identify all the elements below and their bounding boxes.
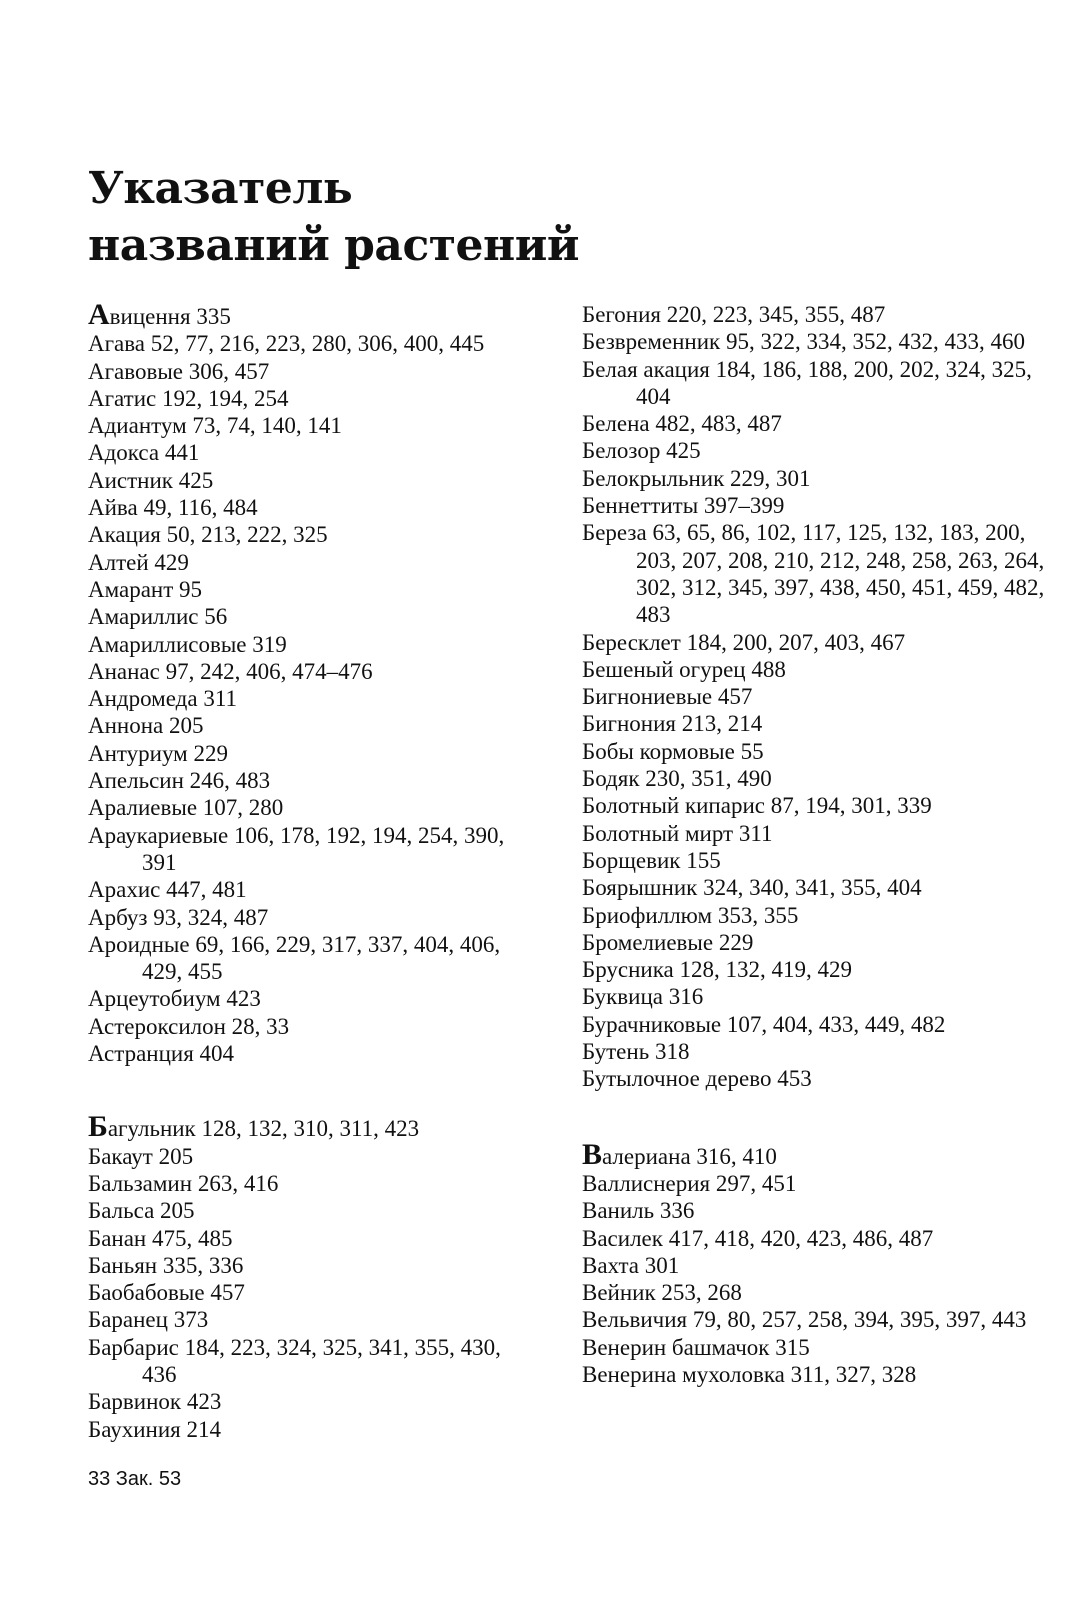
index-entry xyxy=(88,1416,508,1443)
index-entry xyxy=(88,330,508,357)
entry-pages: 353, 355 xyxy=(717,902,799,928)
index-entry xyxy=(582,1361,1052,1388)
entry-name: Аннона xyxy=(88,713,164,739)
section-initial: Б xyxy=(88,1110,108,1144)
entry-pages: 106, 178, 192, 194, 254, 390, 391 xyxy=(142,822,505,875)
entry-name: Амарант xyxy=(88,576,174,602)
entry-pages: 488 xyxy=(751,656,786,682)
entry-pages: 155 xyxy=(686,847,721,873)
entry-name: Валлиснерия xyxy=(582,1170,711,1196)
index-entry xyxy=(582,683,1052,710)
entry-name: Араукариевые xyxy=(88,822,229,848)
entry-pages: 324, 340, 341, 355, 404 xyxy=(703,875,922,901)
index-entry xyxy=(88,1225,508,1252)
index-entry xyxy=(582,820,1052,847)
index-entry xyxy=(582,1334,1052,1361)
entry-pages: 107, 280 xyxy=(202,795,284,821)
entry-pages: 311 xyxy=(203,686,237,712)
index-entry xyxy=(88,1013,508,1040)
index-entry xyxy=(582,629,1052,656)
entry-name: Антуриум xyxy=(88,740,188,766)
entry-pages: 205 xyxy=(169,713,204,739)
entry-name: Банан xyxy=(88,1225,147,1251)
index-entry xyxy=(582,301,1052,328)
entry-pages: 52, 77, 216, 223, 280, 306, 400, 445 xyxy=(150,331,485,357)
index-entry xyxy=(88,876,508,903)
entry-pages: 184, 223, 324, 325, 341, 355, 430, 436 xyxy=(142,1334,501,1387)
entry-pages: 318 xyxy=(654,1039,690,1065)
index-entry xyxy=(582,1252,1052,1279)
entry-pages: 297, 451 xyxy=(715,1170,797,1196)
entry-name: Болотный кипарис xyxy=(582,793,765,819)
entry-pages: 429 xyxy=(154,549,189,575)
entry-name: Бальзамин xyxy=(88,1170,193,1196)
index-entry xyxy=(582,1137,1052,1171)
entry-name: Вейник xyxy=(582,1280,656,1306)
index-entry xyxy=(88,1197,508,1224)
index-entry xyxy=(88,1170,508,1197)
entry-pages: 441 xyxy=(164,440,200,466)
section-initial: В xyxy=(582,1137,603,1171)
entry-pages: 316, 410 xyxy=(696,1143,777,1169)
index-entry xyxy=(582,356,1052,411)
index-entry xyxy=(582,1197,1052,1224)
entry-name: Василек xyxy=(582,1225,663,1251)
entry-name: Белозор xyxy=(582,438,661,464)
index-entry xyxy=(88,904,508,931)
index-entry xyxy=(88,576,508,603)
entry-pages: 214 xyxy=(186,1416,222,1442)
page-footer-signature: 33 Зак. 53 xyxy=(88,1468,182,1490)
entry-name: Апельсин xyxy=(88,768,184,794)
entry-pages: 220, 223, 345, 355, 487 xyxy=(666,302,886,327)
entry-name: Барбарис xyxy=(88,1334,179,1360)
entry-pages: 229 xyxy=(193,740,228,766)
index-entry xyxy=(582,656,1052,683)
entry-pages: 475, 485 xyxy=(152,1225,233,1251)
entry-name: Бромелиевые xyxy=(582,929,714,955)
entry-pages: 205 xyxy=(160,1198,195,1224)
entry-name: Венерин башмачок xyxy=(582,1334,770,1360)
index-entry xyxy=(582,1011,1052,1038)
entry-pages: 246, 483 xyxy=(189,768,271,794)
entry-name: Бешеный огурец xyxy=(582,656,746,682)
index-entry xyxy=(88,439,508,466)
entry-name: Баухиния xyxy=(88,1416,181,1442)
entry-pages: 453 xyxy=(777,1066,812,1092)
index-entry xyxy=(88,658,508,685)
entry-name: Бальса xyxy=(88,1198,155,1224)
entry-pages: 128, 132, 419, 429 xyxy=(679,957,853,983)
entry-pages: 73, 74, 140, 141 xyxy=(192,413,342,439)
entry-name: Боярышник xyxy=(582,875,698,901)
entry-name: Баобабовые xyxy=(88,1280,205,1306)
entry-pages: 263, 416 xyxy=(197,1170,279,1196)
entry-name: Арцеутобиум xyxy=(88,986,221,1012)
index-entry xyxy=(88,740,508,767)
index-entry xyxy=(88,767,508,794)
entry-pages: 95, 322, 334, 352, 432, 433, 460 xyxy=(725,329,1025,355)
entry-name: Безвременник xyxy=(582,329,721,355)
entry-pages: 184, 186, 188, 200, 202, 324, 325, 404 xyxy=(636,356,1032,409)
index-entry xyxy=(88,494,508,521)
entry-name: алериана xyxy=(602,1143,691,1169)
entry-pages: 230, 351, 490 xyxy=(645,766,772,792)
entry-pages: 482, 483, 487 xyxy=(655,411,782,437)
index-column-left xyxy=(88,298,508,1443)
entry-name: вицення xyxy=(109,304,191,329)
entry-name: Бегония xyxy=(582,302,661,327)
title-line-2: названий растений xyxy=(88,220,579,271)
entry-pages: 253, 268 xyxy=(661,1280,742,1306)
entry-pages: 311, 327, 328 xyxy=(790,1361,917,1387)
entry-name: Айва xyxy=(88,495,138,521)
entry-name: Бигнониевые xyxy=(582,684,713,710)
entry-name: Брусника xyxy=(582,957,674,983)
entry-name: Бодяк xyxy=(582,766,640,792)
index-entry xyxy=(582,1065,1052,1092)
entry-pages: 336 xyxy=(659,1198,695,1224)
entry-pages: 56 xyxy=(204,604,228,630)
entry-pages: 28, 33 xyxy=(231,1013,290,1039)
entry-pages: 97, 242, 406, 474–476 xyxy=(165,658,373,684)
entry-name: Баньян xyxy=(88,1252,158,1278)
entry-pages: 128, 132, 310, 311, 423 xyxy=(201,1116,420,1142)
entry-pages: 417, 418, 420, 423, 486, 487 xyxy=(668,1225,934,1251)
entry-name: Борщевик xyxy=(582,847,681,873)
entry-name: Бигнония xyxy=(582,711,676,737)
index-entry xyxy=(88,358,508,385)
index-entry xyxy=(88,1040,508,1067)
entry-pages: 319 xyxy=(252,631,287,657)
index-entry xyxy=(582,1038,1052,1065)
entry-pages: 79, 80, 257, 258, 394, 395, 397, 443 xyxy=(692,1307,1027,1333)
entry-pages: 50, 213, 222, 325 xyxy=(166,522,328,548)
entry-name: Астероксилон xyxy=(88,1013,226,1039)
index-entry xyxy=(88,931,508,986)
entry-name: Арбуз xyxy=(88,904,148,930)
entry-name: Амариллисовые xyxy=(88,631,247,657)
entry-pages: 301 xyxy=(644,1252,680,1278)
entry-name: Белокрыльник xyxy=(582,465,725,491)
index-entry xyxy=(582,1279,1052,1306)
entry-pages: 229, 301 xyxy=(730,465,811,491)
index-entry xyxy=(88,794,508,821)
entry-name: Аистник xyxy=(88,467,173,493)
index-entry xyxy=(582,983,1052,1010)
entry-pages: 213, 214 xyxy=(681,711,763,737)
entry-name: агульник xyxy=(107,1116,196,1142)
entry-name: Андромеда xyxy=(88,686,198,712)
index-entry xyxy=(88,412,508,439)
index-entry xyxy=(88,603,508,630)
index-entry xyxy=(582,847,1052,874)
index-entry xyxy=(582,328,1052,355)
index-entry xyxy=(582,1225,1052,1252)
index-entry xyxy=(88,1388,508,1415)
entry-pages: 397–399 xyxy=(703,493,785,519)
entry-pages: 184, 200, 207, 403, 467 xyxy=(686,629,906,655)
entry-name: Бересклет xyxy=(582,629,681,655)
section-initial: А xyxy=(88,298,110,331)
index-entry xyxy=(88,549,508,576)
entry-name: Алтей xyxy=(88,549,149,575)
index-title xyxy=(88,160,579,274)
entry-name: Амариллис xyxy=(88,604,199,630)
entry-pages: 55 xyxy=(740,738,764,764)
entry-pages: 311 xyxy=(738,820,773,846)
entry-name: Адиантум xyxy=(88,413,187,439)
entry-pages: 425 xyxy=(666,438,701,464)
entry-pages: 93, 324, 487 xyxy=(153,904,269,930)
index-entry xyxy=(88,1334,508,1389)
entry-name: Бутылочное дерево xyxy=(582,1066,772,1092)
index-entry xyxy=(582,929,1052,956)
entry-name: Белая акация xyxy=(582,356,710,382)
index-entry xyxy=(88,1143,508,1170)
index-entry xyxy=(88,631,508,658)
entry-name: Болотный мирт xyxy=(582,820,734,846)
entry-pages: 457 xyxy=(717,684,753,710)
entry-pages: 316 xyxy=(668,984,704,1010)
index-entry xyxy=(582,956,1052,983)
entry-pages: 404 xyxy=(199,1041,235,1067)
index-entry xyxy=(582,437,1052,464)
entry-name: Бакаут xyxy=(88,1143,153,1169)
entry-name: Барвинок xyxy=(88,1389,182,1415)
entry-name: Вахта xyxy=(582,1252,640,1278)
entry-pages: 457 xyxy=(210,1280,245,1306)
entry-pages: 315 xyxy=(775,1334,810,1360)
entry-name: Акация xyxy=(88,522,161,548)
entry-pages: 49, 116, 484 xyxy=(143,495,258,521)
entry-name: Ароидные xyxy=(88,931,190,957)
title-line-1: Указатель xyxy=(88,163,353,214)
index-entry xyxy=(582,710,1052,737)
index-entry xyxy=(88,685,508,712)
index-entry xyxy=(88,985,508,1012)
index-entry xyxy=(582,465,1052,492)
entry-name: Арахис xyxy=(88,877,161,903)
entry-pages: 447, 481 xyxy=(166,877,247,903)
index-entry xyxy=(582,902,1052,929)
index-column-right xyxy=(582,301,1052,1388)
entry-pages: 95 xyxy=(179,576,203,602)
entry-name: Адокса xyxy=(88,440,160,466)
index-entry xyxy=(582,1306,1052,1333)
entry-name: Ваниль xyxy=(582,1198,655,1224)
index-entry xyxy=(582,874,1052,901)
index-entry xyxy=(88,712,508,739)
entry-pages: 205 xyxy=(158,1143,194,1169)
entry-name: Аралиевые xyxy=(88,795,198,821)
entry-name: Астранция xyxy=(88,1041,194,1067)
index-entry xyxy=(88,298,508,331)
entry-name: Бриофиллюм xyxy=(582,902,713,928)
entry-pages: 87, 194, 301, 339 xyxy=(770,793,932,819)
entry-pages: 425 xyxy=(178,467,214,493)
entry-name: Агатис xyxy=(88,385,157,411)
index-entry xyxy=(582,492,1052,519)
entry-pages: 423 xyxy=(226,986,261,1012)
entry-name: Бобы кормовые xyxy=(582,738,735,764)
entry-pages: 229 xyxy=(718,929,754,955)
entry-pages: 192, 194, 254 xyxy=(161,385,289,411)
entry-pages: 63, 65, 86, 102, 117, 125, 132, 183, 200, 203, 207, 208, 210, 212, 248, 258, 263, 264, 302, 312, 345, 397, 438, 450, 451, 459, 482, 483 xyxy=(636,520,1045,628)
index-entry xyxy=(88,1110,508,1144)
entry-name: Береза xyxy=(582,520,647,546)
index-entry xyxy=(582,519,1052,628)
entry-name: Бурачниковые xyxy=(582,1011,722,1037)
index-entry xyxy=(88,822,508,877)
entry-pages: 69, 166, 229, 317, 337, 404, 406, 429, 455 xyxy=(142,931,501,985)
index-entry xyxy=(582,792,1052,819)
index-entry xyxy=(88,1279,508,1306)
index-entry xyxy=(582,1170,1052,1197)
index-entry xyxy=(88,467,508,494)
entry-name: Баранец xyxy=(88,1307,168,1333)
index-entry xyxy=(88,385,508,412)
entry-name: Буквица xyxy=(582,984,663,1010)
index-entry xyxy=(582,410,1052,437)
index-entry xyxy=(88,521,508,548)
entry-pages: 373 xyxy=(173,1307,209,1333)
entry-pages: 306, 457 xyxy=(188,358,270,384)
index-entry xyxy=(88,1306,508,1333)
entry-name: Беннеттиты xyxy=(582,493,699,519)
entry-name: Вельвичия xyxy=(582,1307,688,1333)
entry-pages: 423 xyxy=(186,1389,222,1415)
index-entry xyxy=(88,1252,508,1279)
entry-name: Агава xyxy=(88,331,146,357)
entry-pages: 335 xyxy=(196,304,231,329)
entry-pages: 335, 336 xyxy=(162,1252,244,1278)
entry-name: Бутень xyxy=(582,1039,650,1065)
index-entry xyxy=(582,738,1052,765)
entry-name: Ананас xyxy=(88,658,160,684)
entry-name: Агавовые xyxy=(88,358,183,384)
entry-name: Венерина мухоловка xyxy=(582,1361,785,1387)
entry-pages: 107, 404, 433, 449, 482 xyxy=(726,1011,946,1037)
entry-name: Белена xyxy=(582,411,650,437)
index-entry xyxy=(582,765,1052,792)
